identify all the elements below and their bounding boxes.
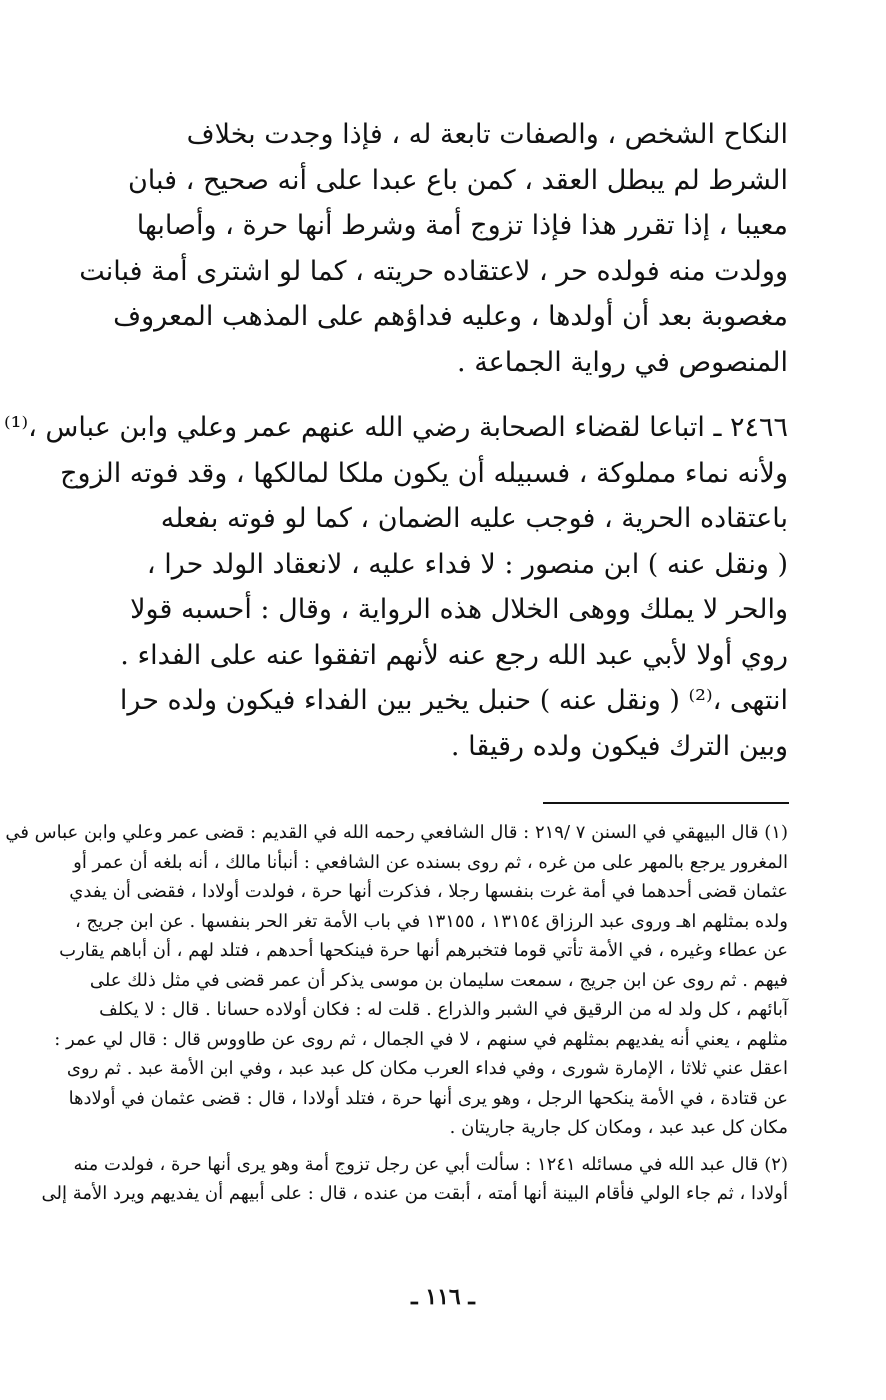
footnote-line: عثمان قضى أحدهما في أمة غرت بنفسها رجلا ، فذكرت أنها حرة ، فولدت أولادا ، فقضى أن يفدي [69,881,788,902]
footnote-2 [41,1150,788,1209]
body-line: الشرط لم يبطل العقد ، كمن باع عبدا على أنه صحيح ، فبان [127,164,788,196]
footnote-spacer [98,1143,788,1150]
page-number: ـ ١١٦ ـ [411,1284,475,1310]
entry-line: وبين الترك فيكون ولده رقيقا . [450,730,788,762]
body-line: النكاح الشخص ، والصفات تابعة له ، فإذا وجدت بخلاف [186,119,788,150]
footnote-line: (١) قال البيهقي في السنن ٧ /٢١٩ : قال الشافعي رحمه الله في القديم : قضى عمر وعلي وابن عباس في [5,822,788,843]
entry-line: اتباعا لقضاء الصحابة رضي الله عنهم عمر وعلي وابن عباس ،⁽¹⁾ [3,412,705,443]
body-line: المنصوص في رواية الجماعة . [457,346,788,378]
entry-first-line [3,405,788,451]
body-line: معيبا ، إذا تقرر هذا فإذا تزوج أمة وشرط أنها حرة ، وأصابها [136,210,788,241]
entry-line: ولأنه نماء مملوكة ، فسبيله أن يكون ملكا لمالكها ، وقد فوته الزوج [60,457,788,489]
numbered-entry [3,405,788,769]
footnote-line: اعقل عني ثلاثا ، الإمارة شورى ، وفي فداء العرب مكان كل عبد عبد ، وفي ابن الأمة عبد . ثم روى [66,1058,788,1079]
footnotes [5,818,788,1209]
entry-line: انتهى ،⁽²⁾ ( ونقل عنه ) حنبل يخير بين الفداء فيكون ولده حرا [119,685,788,716]
footnote-line: مكان كل عبد عبد ، ومكان كل جارية جاريتان . [449,1117,788,1138]
footnote-1 [5,818,788,1143]
footnote-line: عن عطاء وغيره ، في الأمة تأتي قوما فتخبرهم أنها حرة فينكحها أحدهم ، فتلد لهم ، أن أباهم يقارب [59,940,788,961]
footnote-line: المغرور يرجع بالمهر على من غره ، ثم روى بسنده عن الشافعي : أنبأنا مالك ، أنه بلغه أن عمر أو [73,851,788,873]
entry-number: ٢٤٦٦ ـ [713,412,788,443]
footnote-line: عن قتادة ، في الأمة ينكحها الرجل ، وهو يرى أنها حرة ، فتلد أولادا ، قال : قضى عثمان في أولادها [68,1087,788,1109]
body-line: مغصوبة بعد أن أولدها ، وعليه فداؤهم على المذهب المعروف [113,301,788,332]
entry-line: ( ونقل عنه ) ابن منصور : لا فداء عليه ، لانعقاد الولد حرا ، [146,548,788,580]
footnote-line: آبائهم ، كل ولد له من الرقيق في الشبر والذراع . قلت له : فكان أولاده حسانا . قال : لا يكلف [99,999,788,1020]
entry-line: باعتقاده الحرية ، فوجب عليه الضمان ، كما لو فوته بفعله [160,503,788,534]
footnote-divider [543,802,789,804]
entry-line: والحر لا يملك ووهى الخلال هذه الرواية ، وقال : أحسبه قولا [130,594,788,625]
footnote-line: مثلهم ، يعني أنه يفديهم بمثلهم في سنهم ، لا في الجمال ، ثم روى عن طاووس قال : قال لي عمر : [54,1028,788,1050]
footnote-line: أولادا ، ثم جاء الولي فأقام البينة أنها أمته ، أبقت من عنده ، قال : على أبيهم أن يفديهم ويرد الأمة إلى [41,1183,788,1204]
footnote-line: ولده بمثلهم اهـ وروى عبد الرزاق ١٣١٥٤ ، ١٣١٥٥ في باب الأمة تغر الحر بنفسها . عن ابن جريج ، [74,910,788,932]
footnote-line: (٢) قال عبد الله في مسائله ١٢٤١ : سألت أبي عن رجل تزوج أمة وهو يرى أنها حرة ، فولدت منه [73,1153,788,1175]
main-paragraph [79,112,788,385]
entry-line: روي أولا لأبي عبد الله رجع عنه لأنهم اتفقوا عنه على الفداء . [120,639,788,671]
footnote-line: فيهم . ثم روى عن ابن جريج ، سمعت سليمان بن موسى يذكر أن عمر قضى في مثل ذلك على [89,969,788,991]
body-line: وولدت منه فولده حر ، لاعتقاده حريته ، كما لو اشترى أمة فبانت [79,255,788,287]
